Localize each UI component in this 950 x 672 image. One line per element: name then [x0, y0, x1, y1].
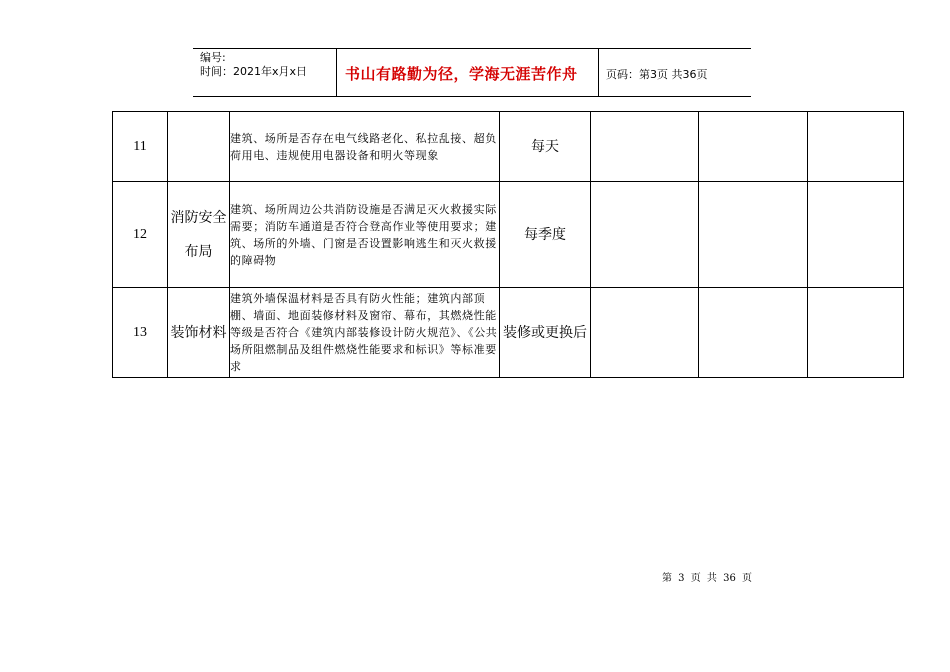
empty-cell	[699, 182, 808, 288]
header-motto: 书山有路勤为径，学海无涯苦作舟	[345, 65, 578, 83]
empty-cell	[808, 112, 904, 182]
empty-cell	[808, 182, 904, 288]
row-number: 11	[113, 112, 168, 182]
row-frequency: 每季度	[500, 182, 591, 288]
empty-cell	[591, 182, 699, 288]
row-number: 12	[113, 182, 168, 288]
header-meta	[200, 51, 307, 79]
row-category: 装饰材料	[168, 288, 230, 378]
header-divider-left	[336, 48, 337, 96]
row-number: 13	[113, 288, 168, 378]
header-top-rule	[193, 48, 751, 49]
header-bottom-rule	[193, 96, 751, 97]
row-frequency: 装修或更换后	[500, 288, 591, 378]
document-time-label: 时间：2021年x月x日	[200, 65, 308, 78]
table-row	[113, 112, 904, 182]
empty-cell	[591, 112, 699, 182]
row-category: 消防安全布局	[168, 182, 230, 288]
inspection-table	[112, 111, 904, 378]
empty-cell	[699, 112, 808, 182]
header-divider-right	[598, 48, 599, 96]
page-footer: 第 3 页 共 36 页	[662, 573, 752, 584]
table-row	[113, 182, 904, 288]
empty-cell	[591, 288, 699, 378]
row-category	[168, 112, 230, 182]
empty-cell	[808, 288, 904, 378]
empty-cell	[699, 288, 808, 378]
row-content: 建筑、场所是否存在电气线路老化、私拉乱接、超负荷用电、违规使用电器设备和明火等现象	[230, 112, 500, 182]
table-row	[113, 288, 904, 378]
row-frequency: 每天	[500, 112, 591, 182]
row-content: 建筑、场所周边公共消防设施是否满足灭火救援实际需要；消防车通道是否符合登高作业等使用要求；建筑、场所的外墙、门窗是否设置影响逃生和灭火救援的障碍物	[230, 182, 500, 288]
document-number-label: 编号:	[200, 51, 226, 64]
header-page-code: 页码：第3页 共36页	[606, 68, 708, 81]
row-content: 建筑外墙保温材料是否具有防火性能；建筑内部顶棚、墙面、地面装修材料及窗帘、幕布，其燃烧性能等级是否符合《建筑内部装修设计防火规范》、《公共场所阻燃制品及组件燃烧性能要求和标识》等标准要求	[230, 288, 500, 378]
